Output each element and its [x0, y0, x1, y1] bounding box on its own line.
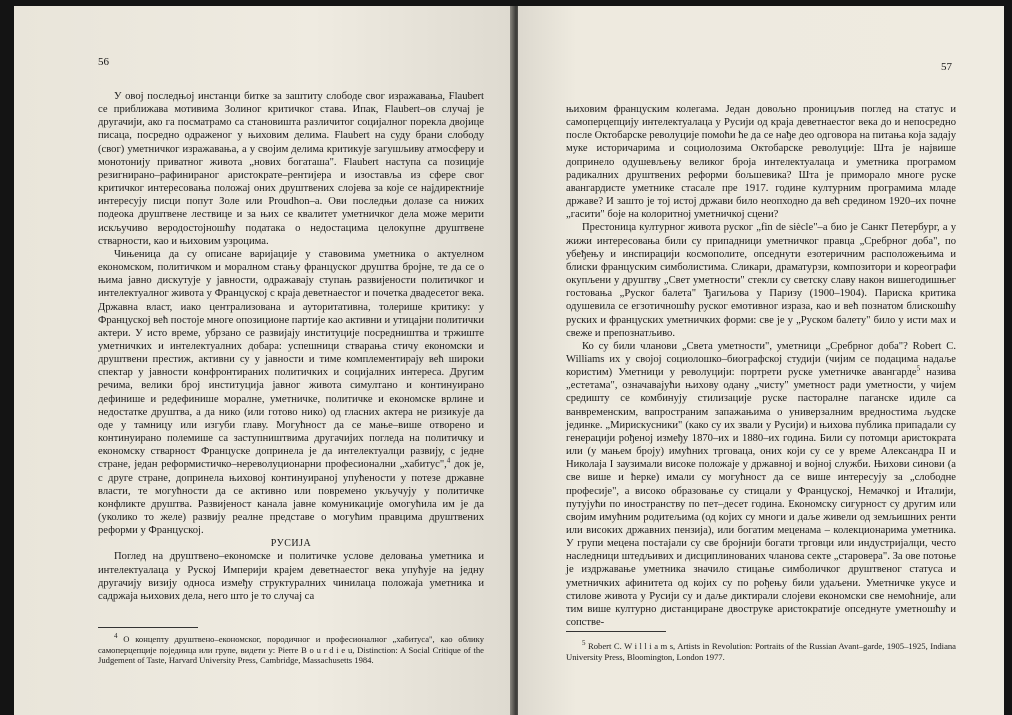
- page-number-left: 56: [98, 56, 109, 68]
- paragraph: Престоница културног живота руског „fin de siècle"–а био је Санкт Петербург, а у жижи интересовања били су припадници уметничког правца „Сребрног доба", по убеђењу и инспирацији космополите, опседнути езотеричним расположењима и блиски француским симболистима. Сликари, драматурзи, композитори и кореографи окупљени у друштву „Свет уметности" стекли су светску славу након вишегодишњег гостовања „Руског балета" Ђагиљова у Паризу (1900–1904). Париска критика одушевила се егзотичношћу руског емотивног израза, као и већ познатом блискошћу руских и француских уметничких форми: све је у „Руском балету" било у исти мах и свеже и препознатљиво.: [566, 222, 956, 339]
- paragraph-text: Чињеница да су описане варијације у ставовима уметника о актуелном економском, политичком и моралном стању француског друштва бројне, те да се о њима јавно дискутује у јавности, одражавају ступањ развијености политичког и интелектуалног живота у Француској с краја деветнаестог и почетка двадесетог века. Државна власт, иако централизована и ауторитативна, толерише критику: у Француској већ постоје многе опозиционе партије као активни и утицајни политички актери. У исто време, убрзано се развијају институције посредништва и тржиште уметничких и интелектуалних добара: успешници стварања стичу економски и друштвени престиж, активни су у јавности и тиме комплементирају већ широки спектар у јавности конфронтираних политичких и социјалних интереса. Другим речима, велики број институција јавног живота симултано и континуирано дефинише и редефинише моралне, уметничке, политичке и економске врлине и недостатке друштва, а да нико (или готово нико) од гласних актера не ризикује да оде у тамницу или изгуби главу. Могућност да се мање–више отворено и континуирано полемише са заступништвима другачијих погледа на политичку и економску стварност Француске допринела је да интелектуалци развију, с једне стране, један реформистичко–нереволуционарни професионални „хабитус",: [98, 248, 484, 471]
- footnote-separator: [566, 631, 666, 632]
- footnote-text: Robert C. W i l l i a m s, Artists in Revolution: Portraits of the Russian Avant–garde, 1905–1925, Indiana University Press, Bloomington, London 1977.: [566, 641, 956, 662]
- right-body-text: [566, 103, 956, 629]
- left-body-text: [98, 90, 484, 603]
- footnote-number: 4: [114, 632, 118, 641]
- right-page: [518, 6, 1004, 715]
- footnote-separator: [98, 627, 198, 628]
- paragraph: Поглед на друштвено–економске и политичке услове деловања уметника и интелектуалаца у Руској Империји крајем деветнаестог века упућује на једну другачију визију односа између структуралних чинилаца положаја уметника и садржаја њихових дела, него што је то случај са: [98, 551, 484, 602]
- paragraph: У овој последњој инстанци битке за заштиту слободе свог изражавања, Flaubert се приближава мотивима Золиног критичког става. Ипак, Flaubert–ов случај је другачији, ако га посматрамо са становишта различитог социјалног порекла двојице писаца, посредно одраженог у њиховим делима. Flaubert на суду брани слободу (свог) уметничког изражавања, а у својим делима критикује загушљиву атмосферу и монотонију приватног живота „нових богаташа". Flaubert наступа са позиције резигнирано–рафинираног аристократе–рентијера и изоставља из сфере свог критичког интересовања положај оних друштвених слојева за које се најдиректније интересују писци попут Золе или Proudhon–а. Ови последњи долазе са нижих подеока друштвене лествице и за њих се квалитет уметничког дела може мерити искључиво веродостојношћу података о недостацима целокупне друштвене стварности, као и њиховим узроцима.: [98, 91, 484, 247]
- footnote-reference: 4: [446, 456, 451, 465]
- paragraph: [98, 248, 484, 537]
- paragraph-text: Ко су били чланови „Света уметности", уметници „Сребрног доба"? Robert C. Williams их у својој социолошко–биографској студији (чијим се подацима надаље користим) Уметници у револуцији: портрети руске уметничке авангарде: [566, 340, 956, 379]
- page-number-right: 57: [941, 61, 952, 73]
- footnote-reference: 5: [916, 364, 921, 373]
- footnote-number: 5: [582, 639, 586, 648]
- left-page: [14, 6, 514, 715]
- section-heading: РУСИЈА: [270, 538, 312, 550]
- footnote: [566, 641, 956, 662]
- footnote-text: О концепту друштвено–економског, породичног и професионалног „хабитуса", као облику самоперцепције појединца или групе, видети у: Pierre B o u r d i e u, Distinction: A Social Critique of the Judgement of Taste, Harvard University Press, Cambridge, Massachusetts 1984.: [98, 634, 484, 665]
- footnote: [98, 634, 484, 666]
- paragraph: [566, 340, 956, 629]
- paragraph: њиховим француским колегама. Један довољно проницљив поглед на статус и самоперцепцију интелектуалаца у Русији од краја деветнаестог века до и непосредно после Октобарске револуције помоћи ће да се нађе део одговора на питања која задају муке историчарима и социолозима Октобарске револуције: Шта је највише допринело одушевљењу великог броја интелектуалаца и уметника програмом радикалних друштвених реформи бољшевика? Шта је приморало многе руске авангардисте уметнике стасале пре 1917. године културним програмима младе државе? И зашто је тој истој држави било неопходно да већ средином 1920–их почне „гасити" боје на колоритној уметничкој сцени?: [566, 104, 956, 221]
- paragraph-text: назива „естетама", означавајући њихову одану „чисту" уметност ради уметности, у чијем средишту се комбинују стилизације руске пасторалне паганске идиле са ванвременским, вапространим запажањима о универзалним вредностима људске јединке. „Мирискусники" (како су их звали у Русији) и њихова публика припадали су генерацији рођеној између 1870–их и 1880–их година. Били су потомци аристократа или (у мањем броју) имућних трговаца, оних који су се у време Александра II и Николаја I заузимали високе положаје у државној и војној служби. Њихови синови (а све више и ћерке) имали су могућност да се више интересују за „слободне професије", а високо образовање су стицали у Француској, Немачкој и Италији, путујући по иностранству по пет–десет година. Економску сигурност су другим или својим имућним родитељима (од којих су многи и даље живели од земљишних ренти или високих државних пензија), или богатим меценама – колекционарима уметника. У групи мецена постајали су све бројнији богати трговци или индустријалци, често наследници штедљивих и дисциплинованих чланова секте „староверa". За ове потоње је издржавање уметника значило стицање симболичког друштвеног статуса и уметничких афинитета од којих су по рођењу били удаљени. Уметничке укусе и стилове живота у Русији су и даље диктирали слојеви економски све немоћније, али тим више културно дистанциране двоструке аристократије опседнуте уметношћу и сопстве-: [566, 367, 956, 629]
- paragraph-text: док је, с друге стране, допринела њиховој континуираној упућености у потезе државне власти, те могућности да се активно или повремено укључују у политичке конфликте друштва. Развијеност канала јавне комуникације омогућила им је да (уколико то желе) развију реалне представе о могућим правцима друштвених реформи у Француској.: [98, 459, 484, 537]
